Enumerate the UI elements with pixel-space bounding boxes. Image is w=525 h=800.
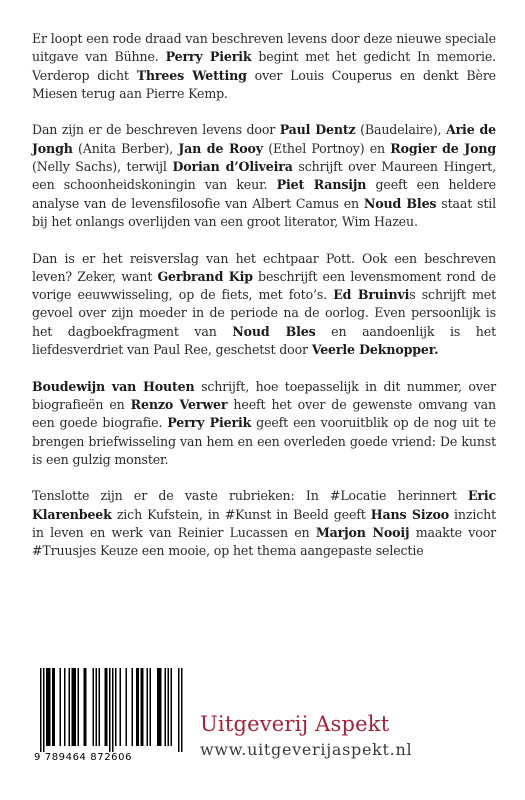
blurb-paragraph bbox=[32, 30, 496, 103]
blurb-text bbox=[32, 30, 496, 579]
author-name: Ed Bruinvi bbox=[333, 287, 410, 303]
barcode-bar bbox=[165, 668, 167, 746]
author-name: Gerbrand Kip bbox=[157, 268, 253, 284]
author-name: Renzo Verwer bbox=[130, 396, 228, 412]
author-name: Threes Wetting bbox=[136, 67, 247, 83]
barcode-bar bbox=[105, 668, 107, 746]
barcode-bar bbox=[54, 668, 56, 746]
text-run: (Baudelaire), bbox=[355, 122, 446, 138]
barcode-bar bbox=[138, 668, 140, 746]
author-name: Veerle Deknopper. bbox=[311, 342, 439, 358]
barcode-bar bbox=[126, 668, 128, 746]
author-name: Arie de Jongh bbox=[32, 122, 496, 156]
barcode-bar bbox=[64, 668, 66, 746]
text-run: zich Kufstein, in #Kunst in Beeld geeft bbox=[111, 506, 371, 522]
blurb-paragraph bbox=[32, 378, 496, 469]
author-name: Boudewijn van Houten bbox=[32, 378, 195, 394]
text-run: maakte voor #Truusjes Keuze een mooie, op het thema aangepaste selectie bbox=[32, 525, 497, 559]
barcode-bar bbox=[160, 668, 162, 746]
publisher-name: Uitgeverij Aspekt bbox=[200, 712, 390, 736]
barcode-bar bbox=[93, 668, 95, 746]
text-run: inzicht in leven en werk van Reinier Lucassen en bbox=[32, 506, 496, 541]
author-name: Paul Dentz bbox=[279, 122, 356, 138]
text-run: en aandoenlijk is het liefdesverdriet van Paul Ree, geschetst door bbox=[32, 323, 496, 358]
author-name: Eric Klarenbeek bbox=[32, 488, 496, 522]
author-name: Hans Sizoo bbox=[370, 506, 449, 522]
barcode-bar bbox=[159, 668, 161, 746]
text-run: Dan zijn er de beschreven levens door bbox=[32, 122, 280, 138]
barcode-bar bbox=[85, 668, 87, 746]
blurb-paragraph bbox=[32, 487, 496, 560]
text-run: (Anita Berber), bbox=[72, 140, 179, 156]
author-name: Dorian d’Oliveira bbox=[172, 159, 293, 175]
barcode-bar bbox=[46, 668, 48, 746]
text-run: beschrijft een levensmoment rond de vorige eeuwwisseling, op de fiets, met foto’s. bbox=[32, 268, 496, 303]
author-name: Jan de Rooy bbox=[178, 140, 263, 156]
barcode-bar bbox=[48, 668, 50, 746]
text-run: geeft een vooruitblik op de nog uit te brengen briefwisseling van hem en een overleden goede vriend: De kunst is een gulzig monster. bbox=[32, 415, 496, 467]
barcode-bar bbox=[115, 668, 117, 746]
barcode-bar bbox=[60, 668, 62, 746]
barcode-bar bbox=[49, 668, 51, 746]
barcode-bar bbox=[69, 668, 71, 746]
barcode-bar bbox=[178, 668, 180, 752]
barcode-bar bbox=[109, 668, 111, 752]
barcode-bar bbox=[40, 668, 42, 752]
barcode-bar bbox=[96, 668, 98, 746]
author-name: Perry Pierik bbox=[165, 49, 252, 65]
barcode-bar bbox=[171, 668, 173, 746]
text-run: Tenslotte zijn er de vaste rubrieken: In #Locatie herinnert bbox=[32, 488, 468, 504]
barcode-bar bbox=[142, 668, 144, 746]
barcode-bar bbox=[147, 668, 149, 746]
barcode-bar bbox=[120, 668, 122, 746]
barcode-bar bbox=[106, 668, 108, 746]
text-run: (Ethel Portnoy) en bbox=[262, 140, 391, 156]
text-run: Er loopt een rode draad van beschreven levens door deze nieuwe speciale uitgave van Bühne. bbox=[32, 31, 496, 65]
barcode-bar bbox=[132, 668, 134, 746]
author-name: Piet Ransijn bbox=[276, 177, 367, 193]
text-run: staat stil bij het onlangs overlijden van een groot literator, Wim Hazeu. bbox=[32, 195, 496, 229]
text-run: schrijft over Maureen Hingert, een schoonheidskoningin van keur. bbox=[32, 159, 497, 193]
text-run: over Louis Couperus en denkt Bère Miesen terug aan Pierre Kemp. bbox=[32, 67, 496, 101]
barcode-bar bbox=[72, 668, 74, 746]
text-run: Dan is er het reisverslag van het echtpaar Pott. Ook een beschreven leven? Zeker, want bbox=[32, 250, 496, 284]
barcode-bar bbox=[43, 668, 45, 752]
barcode-bar bbox=[75, 668, 77, 746]
barcode-bar bbox=[99, 668, 101, 746]
author-name: Rogier de Jong bbox=[390, 140, 497, 156]
barcode-bar bbox=[73, 668, 75, 746]
blurb-paragraph bbox=[32, 250, 496, 360]
barcode-bar bbox=[84, 668, 86, 746]
barcode-bars bbox=[34, 668, 186, 752]
barcode-bar bbox=[157, 668, 159, 746]
barcode-bar bbox=[112, 668, 114, 752]
text-run: s schrijft met gevoel over zijn moeder in de periode na de oorlog. Even persoonlijk is het dagboekfragment van bbox=[32, 287, 496, 339]
text-run: schrijft, hoe toepasselijk in dit nummer, over biografieën en bbox=[32, 378, 497, 412]
barcode-bar bbox=[168, 668, 170, 746]
barcode-bar bbox=[141, 668, 143, 746]
isbn-number: 9 789464 872606 bbox=[34, 752, 133, 763]
barcode-bar bbox=[136, 668, 138, 746]
publisher-url: www.uitgeverijaspekt.nl bbox=[200, 740, 413, 759]
author-name: Marjon Nooij bbox=[315, 525, 410, 541]
author-name: Noud Bles bbox=[363, 195, 437, 211]
text-run: geeft een heldere analyse van de levensfilosofie van Albert Camus en bbox=[32, 177, 496, 211]
text-run: begint met het gedicht In memorie. Verderop dicht bbox=[32, 49, 497, 83]
blurb-paragraph bbox=[32, 121, 496, 231]
isbn-barcode bbox=[34, 668, 186, 768]
barcode-bar bbox=[150, 668, 152, 746]
barcode-bar bbox=[78, 668, 80, 746]
text-run: (Nelly Sachs), terwijl bbox=[32, 159, 173, 175]
author-name: Perry Pierik bbox=[167, 415, 252, 431]
barcode-bar bbox=[181, 668, 183, 752]
barcode-bar bbox=[52, 668, 54, 746]
author-name: Noud Bles bbox=[232, 323, 316, 339]
text-run: heeft het over de gewenste omvang van een goede biografie. bbox=[32, 396, 496, 431]
